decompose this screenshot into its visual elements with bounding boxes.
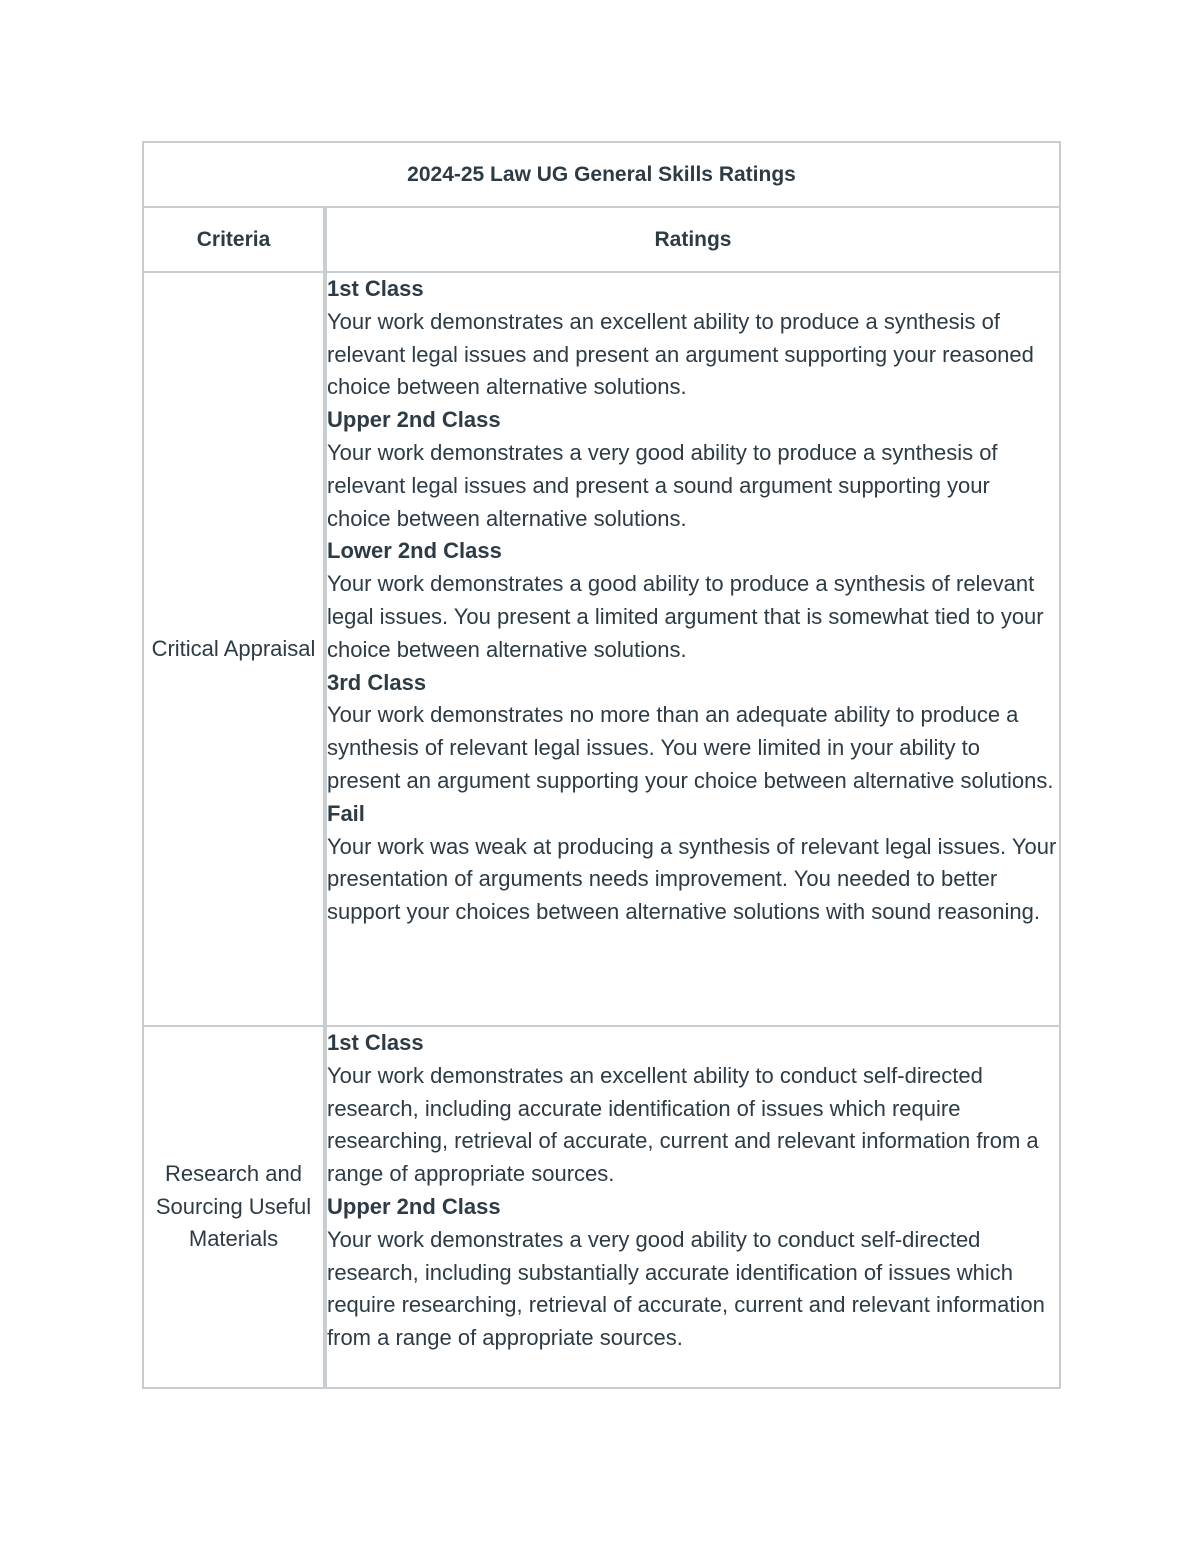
rating-name: 1st Class xyxy=(327,1030,424,1055)
criterion-name: Critical Appraisal xyxy=(143,272,325,1026)
rating-description: Your work demonstrates a very good ability to conduct self-directed research, including substantially accurate identification of issues which require researching, retrieval of accurate, current and relevant information from a range of appropriate sources. xyxy=(327,1226,1045,1351)
rating-item xyxy=(327,535,1059,666)
rating-name: Fail xyxy=(327,800,365,826)
criterion-row-research-sourcing xyxy=(143,1026,1060,1388)
ratings-list xyxy=(325,1026,1060,1388)
header-row xyxy=(143,207,1060,272)
ratings-list xyxy=(325,272,1060,1026)
rating-item xyxy=(327,1191,1059,1355)
rating-item xyxy=(327,273,1059,404)
rating-name: 1st Class xyxy=(327,276,424,301)
rating-name: Upper 2nd Class xyxy=(327,1193,501,1219)
title-row xyxy=(143,142,1060,207)
rating-description: Your work demonstrates no more than an adequate ability to produce a synthesis of relevant legal issues. You were limited in your ability to present an argument supporting your choice between alternative solutions. xyxy=(327,702,1054,793)
rating-item xyxy=(327,404,1059,535)
table-title: 2024-25 Law UG General Skills Ratings xyxy=(143,142,1060,207)
rating-description: Your work demonstrates an excellent ability to produce a synthesis of relevant legal issues and present an argument supporting your reasoned choice between alternative solutions. xyxy=(327,308,1034,400)
rating-name: Upper 2nd Class xyxy=(327,407,501,433)
criterion-name: Research and Sourcing Useful Materials xyxy=(143,1026,325,1388)
rating-description: Your work demonstrates a very good ability to produce a synthesis of relevant legal issues and present a sound argument supporting your choice between alternative solutions. xyxy=(327,439,998,531)
rating-description: Your work demonstrates a good ability to produce a synthesis of relevant legal issues. You present a limited argument that is somewhat tied to your choice between alternative solutions. xyxy=(327,571,1044,662)
rating-item xyxy=(327,667,1059,798)
rating-item xyxy=(327,798,1059,929)
criterion-row-critical-appraisal xyxy=(143,272,1060,1026)
rating-item xyxy=(327,1027,1059,1191)
rating-name: 3rd Class xyxy=(327,669,427,695)
rating-description: Your work demonstrates an excellent ability to conduct self-directed research, including accurate identification of issues which require researching, retrieval of accurate, current and relevant information from a range of appropriate sources. xyxy=(327,1062,1039,1187)
rubric-table xyxy=(142,141,1061,1389)
ratings-header: Ratings xyxy=(325,207,1060,272)
criteria-header: Criteria xyxy=(143,207,325,272)
rating-description: Your work was weak at producing a synthesis of relevant legal issues. Your presentation of arguments needs improvement. You needed to better support your choices between alternative solutions with sound reasoning. xyxy=(327,833,1057,925)
rating-name: Lower 2nd Class xyxy=(327,538,502,564)
